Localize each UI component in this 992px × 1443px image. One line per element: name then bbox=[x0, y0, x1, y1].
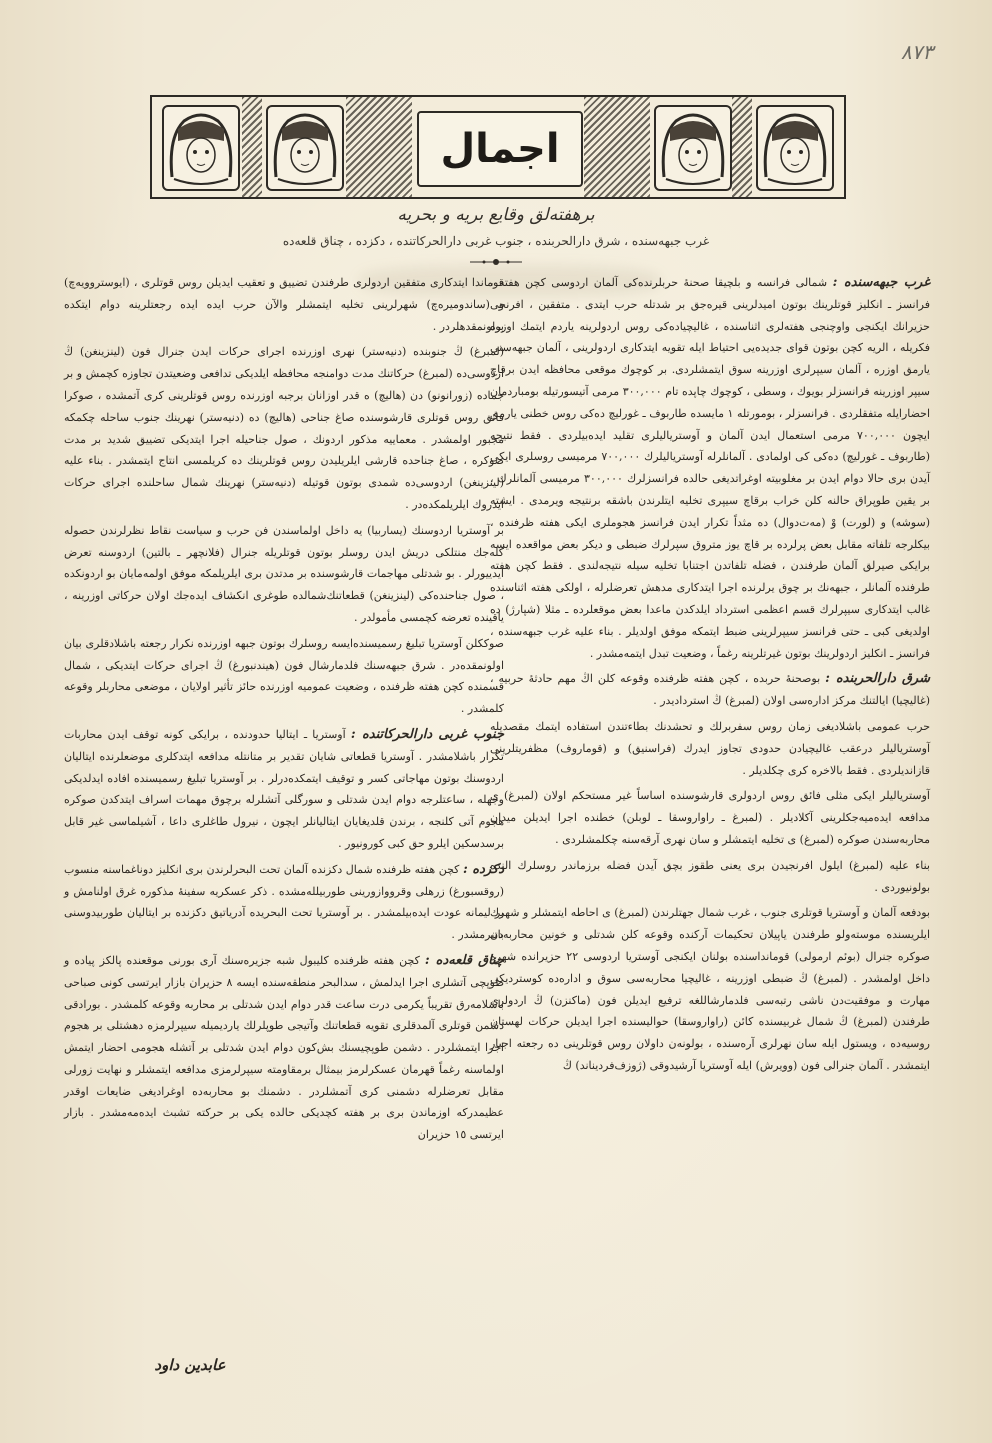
right-column bbox=[490, 272, 930, 1081]
article-paragraph bbox=[490, 855, 930, 899]
hatch-ornament bbox=[346, 97, 412, 197]
article-paragraph bbox=[490, 902, 930, 1076]
paragraph-text: كچن هفته ظرفنده شمال دكزنده آلمان تحت البحرلرندن بری انكلیز دوناغماسنه منسوب (روقسبورغ) زرهلی وقرووازورینی طوربیلله‌مشده . ذكر عسكریه سفینهٔ مذكوره غرق اولنامش و بر لیمانه عودت ایده‌بیلمشدر . بر آوستریا تحت البحریده آدریاتیق دكزنده بر ایتالیان طوربیدوسنی باتیرمشدر . bbox=[64, 862, 504, 942]
paragraph-text: بودفعه آلمان و آوستریا قوتلری جنوب ، غرب شمال جهتلرندن (لمبرغ) ی احاطه ایتمشلر و شهرك ایلریسنده موسته‌ولو طرفندن یاپیلان تحكیمات آركنده وقوعه كلن شدتلی و خونین محاربه‌دن صوكره جنرال (بوئم ارمولی) قومانداسنده بولنان ایكنجی آوستریا اردوسی ٢٢ حزیرانده شهره داخل اولمشدر . (لمبرغ) ڭ ضبطی اوزرینه ، غالیچیا محاربه‌سی سوق و اداره‌ده كوستردیكی مهارت و موفقیت‌دن ناشی رتبه‌سی فلدمارشاللغه ترفیع ایدیلن فون (ماكنزن) ڭ اردولری طرفندن (لمبرغ) ڭ شمال غربیسنده كائن (راواروسقا) حوالیسنده اجرا ایدیلن حركات لهستان روسیه‌ده ، ویستول ایله سان نهرلری آره‌سنده ، بولونه‌ن داولان روس قوتلرینی ده رجعته اجبار ایتمشدر . آلمان جنرالی فون (وویرش) ایله آوستریا آرشیدوقی (ژوزف‌فردیناند) ڭ bbox=[490, 906, 930, 1072]
art-nouveau-face-icon bbox=[756, 105, 834, 191]
left-column bbox=[64, 272, 504, 1150]
paragraph-text: حرب عمومی باشلادیغی زمان روس سفربرلك و تحشدنك بطاءتندن استفاده ایتمك مقصدیله آوستریالیلر درعقب غالیچیادن حدودی تجاوز ایدرك (فراسنیق) و (قوماروف) مظفریتلرینی قازاندیلردی . فقط بالاخره كری چكلدیلر . bbox=[490, 719, 930, 777]
paragraph-heading: غرب جبهه‌سنده : bbox=[832, 275, 930, 290]
art-nouveau-face-icon bbox=[654, 105, 732, 191]
paragraph-heading: شرق دارالحربنده : bbox=[825, 671, 930, 687]
header-banner bbox=[150, 95, 846, 199]
hatch-ornament bbox=[584, 97, 650, 197]
hatch-ornament bbox=[242, 97, 262, 197]
paragraph-text: آوستریالیلر ایكی مثلی فائق روس اردولری قارشوسنده اساساً غیر مستحكم اولان (لمبرغ) ی مدافعه ایده‌میه‌جكلرینی آكلادیلر . (لمبرغ ـ راواروسقا ـ لوبلن) خطنده اجرا ایدیلن میدان محاربه‌سندن صوكره (لمبرغ) ی تخلیه ایتمشلر و سان نهری آرقه‌سنه چكلمشلردی . bbox=[490, 789, 930, 846]
paragraph-text: آوستریا ـ ایتالیا حدودنده ، برایكی كونه توقف ایدن محاربات تكرار باشلامشدر . آوستریا قطعاتی شایان تقدیر بر متانتله مدافعه ایتدكلری موضعلرنده ایتالیان اردوسنك بوتون مهاجاتی كسر و توقیف ایتمكده‌درلر . بر آوستریا تبلیغ رسمیسنده افاده ایدلدیكی وجهله ، ساعتلرجه دوام ایدن شدتلی و سورگلی آتشلرله برچوق مهمات اسراف ایتدكدن صوكره هجوم آتی كلنجه ، برندن قلدیغایان ایتالیانلر ایچون ، نیرول طاغلری داعا ، آشیلماسی غیر قابل برسدسكین ایلرو حق كبی كورونیور . bbox=[64, 727, 504, 850]
article-paragraph bbox=[64, 341, 504, 515]
paragraph-text: شمالی فرانسه و بلچیقا صحنهٔ حربلرنده‌كی آلمان اردوسی كچن هفته ، فرانسز ـ انكلیز قوتلرینك بوتون امیدلرینی قیره‌جق بر شدتله حرب ایتدی . متفقین ، افرنجی حزیرانك ایكنجی واوچنجی هفته‌لری اثناسنده ، غالیچیاده‌كی روس اردولرینه یاردم ایتمك اوزره فكریله ، الریه كچن بوتون قوای جدیده‌یی احتیاط ایله تقویه ایتدكاری اردولرینی ، آلمان جبهه‌سنی یارمق اوزره ، آلمان سیپرلری اوزرینه سوق ایتمشلردی. بر كوچوك موقعی محافظه ایدن برقاچ سیپر اوزرینه فرانسزلر بویوك ، وسطی ، كوچوك چاپده تام ٣٠٠,٠٠٠ مرمی آتیسورتیله بومباردمان احضارایله متفقلردی . فرانسزلر ، بومورتله ١ مایسده طاربوف ـ غورلیچ ده‌كی روس خطنی یارمق ایچون ٧٠٠,٠٠٠ مرمی استعمال ایدن آلمان و آوستریالیلری تقلید ایده‌بیلردی . فقط نتیجه (طاربوف ـ غورلیچ) ده‌كی كی اولمادی . آلمانلرله آوستریالیلرك ٧٠٠,٠٠٠ مرمیسی روسلری ایكی آیدن بری حالا دوام ایدن بر مغلوبیته اوغراتدیغی حالده فرانسزلرك ٣٠٠,٠٠٠ مرمیسی آلمانلرك ، بر یقین طوپراق حالنه كلن خراب برقاچ سیپری تخلیه ایتلرندن باشقه برنتیجه ویرمدی . ایشته (سوشه) و (لورت) وْ (مه‌ت‌دوال) ده مثداً تكرار ایدن فرانسز هجوملری ایكی هفته ظرفنده ، بیكلرجه تلفاته مقابل بعض پرلرده بر قاچ یوز متروق سپرلرك ضبطی و دیكر بعض مواقعده ایسه برایكی صیرلق آلمان طرفندن ، فضله تلفاتدن اجتنابا تخلیه سیله نتیجه‌لندی . فقط كچن هفته طرفنده آلمانلر ، جبهه‌نك بر چوق یرلرنده اجرا ایتدكاری مدهش تعرضلرله ، اولكی هفته اثناسنده غالب ایتدكاری سیپرلرك قسم اعظمی استرداد ایلدكدن ماعدا بعض موقعلرده ـ مثلا (شپارژ) ده اولدیغی كبی ـ حتی فرانسز سیپرلرینی ضبط ایتمكه موفق اولدیلر . بناء علیه غرب جبهه‌سنده ، فرانسز ـ انكلیز اردولرینك بوتون غیرتلرینه رغماً ، وضعیت تبدل ایتمه‌مشدر . bbox=[490, 276, 931, 660]
section-subtitle: برهفته‌لق وقایع بریه و بحریه bbox=[397, 205, 595, 225]
paragraph-text: كچن هفته ظرفنده كلیبول شبه جزیره‌سنك آری بورنی موقعنده پالكز پیاده و طوپچی آتشلری اجرا ایدلمش ، سدالبحر منطقه‌سنده ایسه ٨ حزیران بازار ایرتسی كونی صباحی باشلامه‌رق تقریباً یكرمی درت ساعت قدر دوام ایدن شدتلی بر محاربه وقوعه كلمشدر . بورادقی دشمن قوتلری آلمدقلری تقویه قطعاتنك وآتیجی طوپلرلك یاردیمیله سیپرلرمزه دهشتلی بر هجوم اجرا ایتمشلردر . دشمن طوپچیسنك بش‌كون دوام ایدن شدتلی بر آتشله هجومی احضار ایتمش اولماسنه رغماً قهرمان عسكرلرمز بیمثال برمقاومته سیپرلرمزی مدافعه ایتمشلر و نهایت زورلی مقابل تعرضلرله دشمنی كری آتمشلردر . دشمنك بو محاربه‌ده اوغرادیغی ضایعات اوقدر عظیمدركه اوزماندن بری بر هفته كچدیكی حالده یكی بر حركته تشبث ایده‌مه‌مشدر . بازار ایرتسی ١٥ حزیران bbox=[64, 953, 504, 1142]
paragraph-text: (لمبرغ) ڭ جنوبنده (دنیه‌ستر) نهری اوزرنده اجرای حركات ایدن جنرال فون (لینزینغن) ڭ اردوسی‌ده (لمبرغ) حركاتنك مدت دوامنجه محافظه ایلدیكی تدافعی وضعیتدن تجاوزه كچمش و بر جماده (زورانونو) دن (هالیچ) ه قدر اوزانان برجبه اوزرنده روس قوتلرینی كری آتمشده ، صوكرا فائق روس قوتلری قارشوسنده صاغ جناحی (هالیچ) ده (دنیه‌ستر) نهرینك جنوب ساحله چكمكه مجبور اولمشدر . معماییه مذكور اردونك ، صول جناحیله اجرا ایتدیكی تضییق شدید بر مدت صوكره ، صاغ جناحده قارشی ایلریلیدن روس قوتلرینك ده كریلمسی انتاج ایتمشدر . بناء علیه (لینزینغن) اردوسی‌ده شمدی بوتون قوتیله (دنیه‌ستر) نهرینك شمال ساحلنده اجرای حركات ایدروك ایلریلمكده‌در . bbox=[64, 345, 504, 511]
author-signature: عابدین داود bbox=[154, 1356, 226, 1374]
paragraph-text: بر آوستریا اردوسنك (یساربیا) یه داخل اولماسندن فن حرب و سیاست نقاط نظرلرندن حصوله كله‌جك منتلكی دریش ایدن روسلر بوتون قوتلریله جنرال (فلانچهر ـ بالتین) اردوسنه تعرض ایدییورلر . بو شدتلی مهاجمات قارشوسنده بر مدتدن بری ایلریلمكه موفق اولمه‌مایان بو اردونكده ، صول جناحنده‌كی (لینزینغن) قطعاتنك‌شمالده طوغری انكشاف ایده‌جك اولان حركاتی اوزرینه ، یاقینده تعرضه كچمسی مأمولدر . bbox=[64, 523, 504, 624]
article-paragraph bbox=[490, 785, 930, 850]
article-paragraph bbox=[490, 668, 930, 712]
paragraph-heading: چناق قلعه‌ده : bbox=[424, 952, 505, 968]
article-paragraph bbox=[64, 633, 504, 720]
paragraph-text: بناء علیه (لمبرغ) ایلول افرنجیدن بری یعنی طقوز بچق آیدن فضله برزماندر روسلرك النده بولونیوردی . bbox=[490, 858, 930, 894]
article-paragraph bbox=[64, 859, 504, 946]
article-paragraph bbox=[64, 950, 504, 1146]
page-number: ٨٧٣ bbox=[900, 40, 934, 64]
article-paragraph bbox=[64, 272, 504, 337]
paragraph-text: بوصحنهٔ حربده ، كچن هفته ظرفنده وقوعه كلن اڭ مهم حادثهٔ حربیه ، (غالیچیا) ایالتنك مركز اداره‌سی اولان (لمبرغ) ڭ استردادیدر . bbox=[490, 672, 930, 708]
paragraph-text: صوككلن آوستریا تبلیغ رسمیسنده‌ایسه روسلرك بوتون جبهه اوزرنده نكرار رجعته باشلادقلری بیان اولونمقده‌در . شرق جبهه‌سنك فلدمارشال فون (هیندنبورغ) ڭ اجرای حركات ایتدیكی ، شمال قسمنده كچن هفته ظرفنده ، وضعیت عمومیه اوزرنده حائز تأثیر اولایان ، موضعی محاربلر وقوعه كلمشدر . bbox=[64, 636, 504, 716]
paragraph-text: قوماندا ایتدكاری متفقین اردولری طرفندن تضییق و تعقیب ایدیلن روس قوتلری ، (ایوستروویه‌چ) و (ساندومیره‌چ) شهرلرینی تخلیه ایتمشلر والآن حرب ایده ایده رجعتلرینه دوام ایتكده بولونمقدهلردر . bbox=[64, 276, 504, 333]
hatch-ornament bbox=[732, 97, 752, 197]
art-nouveau-face-icon bbox=[266, 105, 344, 191]
article-paragraph bbox=[490, 716, 930, 781]
paragraph-heading: جنوب غربی دارالحركاتنده : bbox=[350, 726, 505, 742]
section-topics: غرب جبهه‌سنده ، شرق دارالحربنده ، جنوب غربی دارالحرکاتنده ، دكزده ، چناق قلعه‌ده bbox=[282, 234, 710, 248]
art-nouveau-face-icon bbox=[162, 105, 240, 191]
article-paragraph bbox=[490, 272, 930, 664]
paragraph-heading: دكزده : bbox=[462, 861, 505, 877]
title-box bbox=[417, 111, 583, 187]
article-paragraph bbox=[64, 520, 504, 629]
article-paragraph bbox=[64, 724, 504, 855]
page-title: اجمال bbox=[440, 126, 560, 172]
